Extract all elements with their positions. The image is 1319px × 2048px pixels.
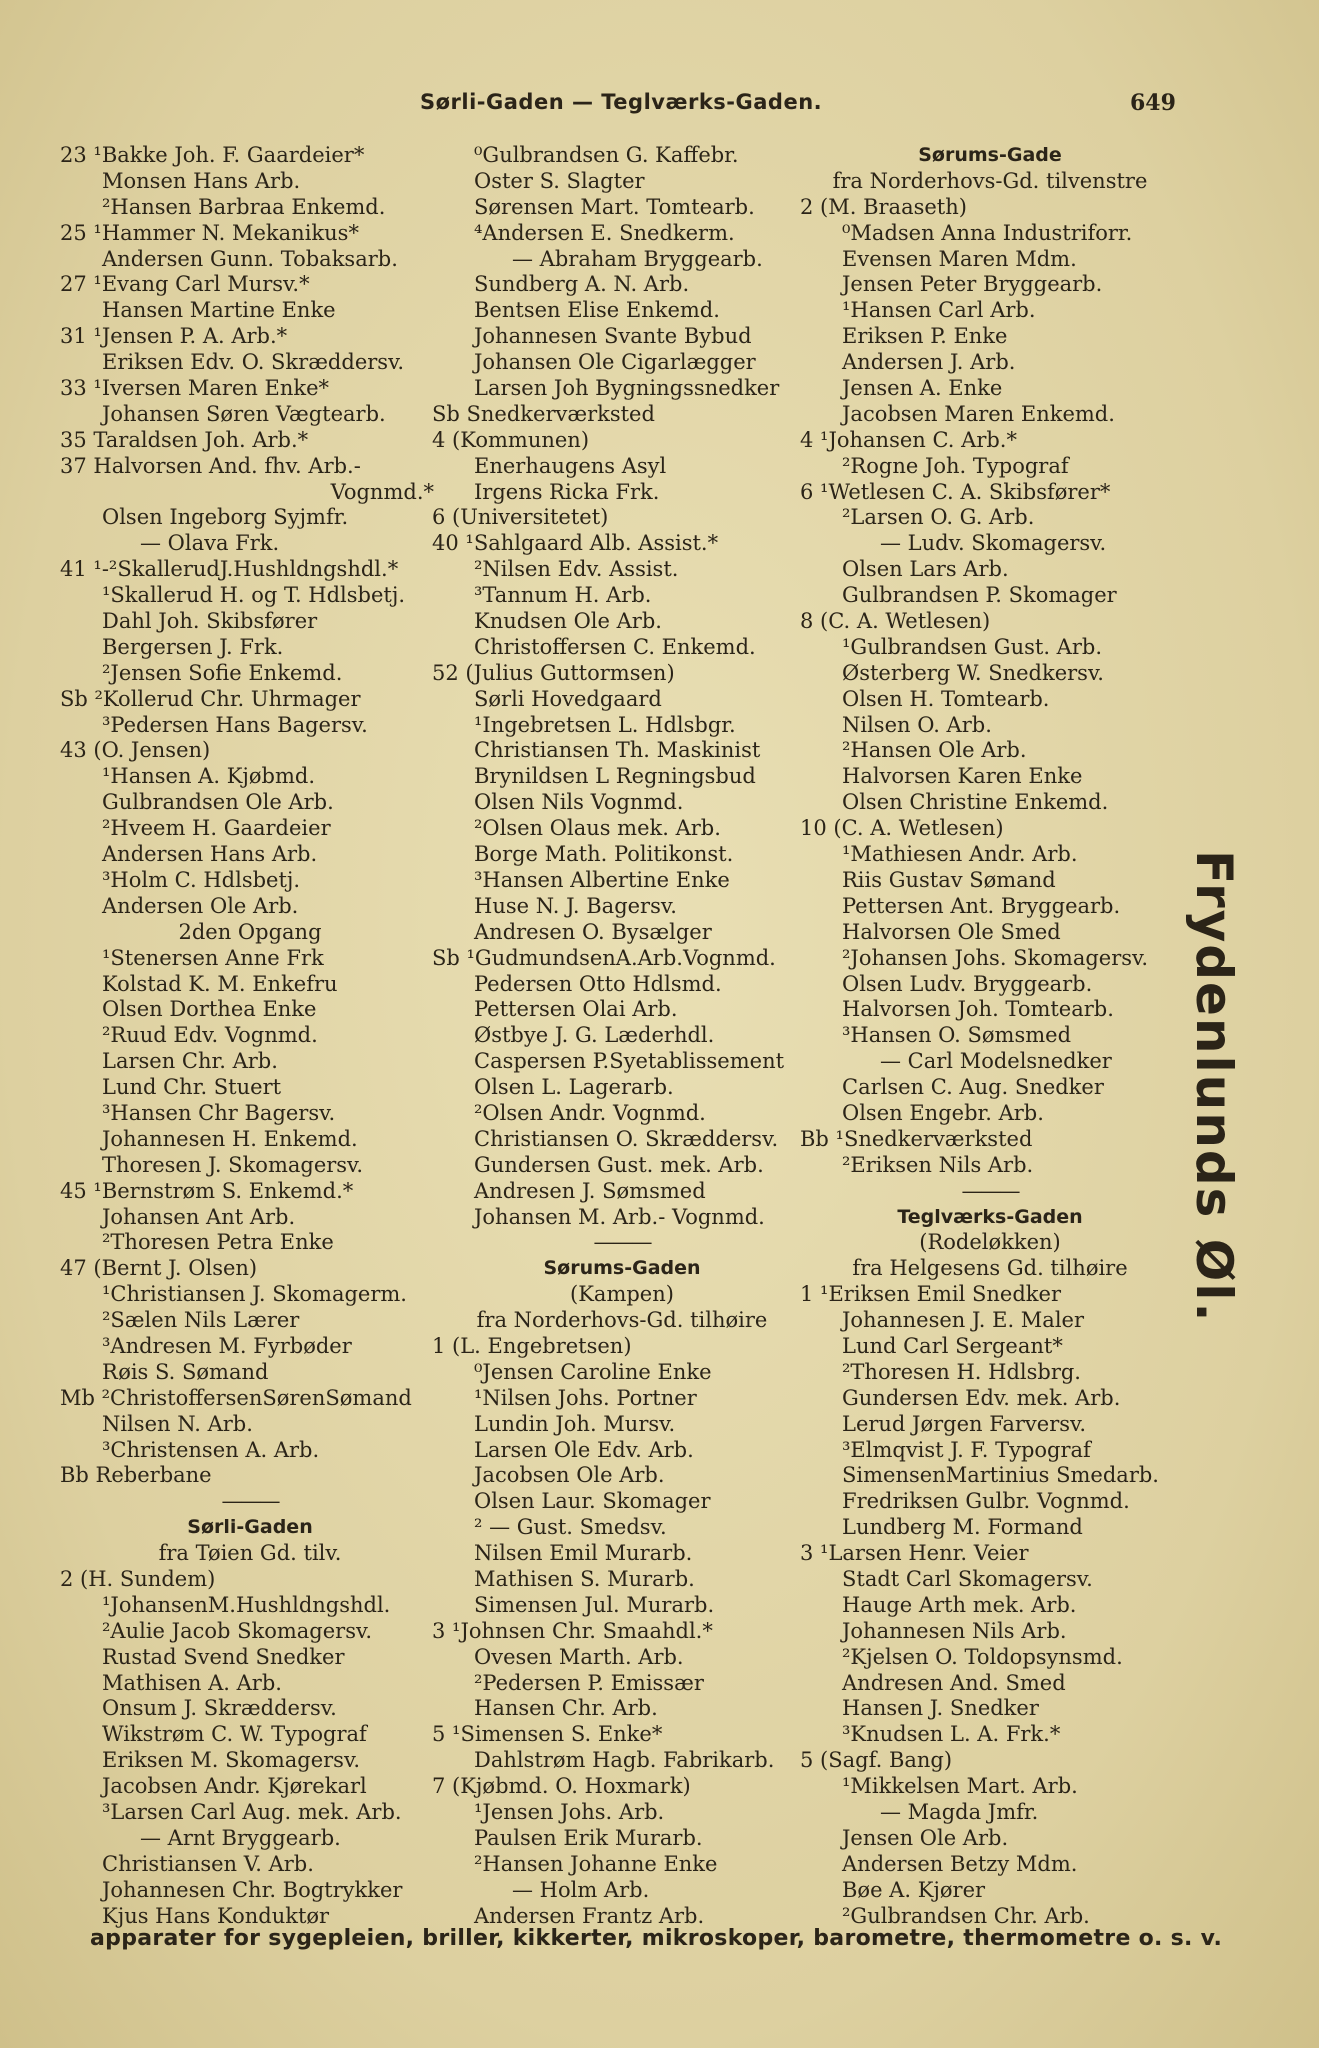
directory-line: Larsen Chr. Arb. [102, 1049, 278, 1074]
directory-line: Olsen Ingeborg Syjmfr. [102, 505, 349, 530]
directory-line: Rustad Svend Snedker [102, 1644, 345, 1669]
directory-line: Olsen Engebr. Arb. [842, 1100, 1044, 1125]
street-heading: Sørums-Gaden [543, 1257, 701, 1280]
directory-line: Irgens Ricka Frk. [474, 479, 660, 504]
footer-advertisement: apparater for sygepleien, briller, kikkerter, mikroskoper, barometre, thermometre o. s. v. [90, 1926, 1223, 1951]
directory-line: 37 Halvorsen And. fhv. Arb.- [60, 453, 361, 478]
directory-line: ¹JohansenM.Hushldngshdl. [102, 1592, 391, 1617]
directory-line: Pettersen Ant. Bryggearb. [842, 893, 1121, 918]
directory-line: Hansen Martine Enke [102, 298, 336, 323]
directory-line: Ovesen Marth. Arb. [474, 1644, 684, 1669]
directory-line: Andersen Betzy Mdm. [842, 1851, 1078, 1876]
directory-line: 4 ¹Johansen C. Arb.* [800, 427, 1017, 452]
directory-line: 7 (Kjøbmd. O. Hoxmark) [432, 1774, 691, 1799]
divider: ——— [593, 1230, 651, 1255]
divider: ——— [961, 1178, 1019, 1203]
directory-line: Andersen Frantz Arb. [474, 1903, 705, 1928]
directory-line: ³Hansen Albertine Enke [474, 867, 730, 892]
directory-line: ¹Nilsen Johs. Portner [474, 1385, 697, 1410]
directory-line: ²Thoresen Petra Enke [102, 1230, 334, 1255]
directory-line: Gundersen Gust. mek. Arb. [474, 1152, 764, 1177]
directory-line: Larsen Ole Edv. Arb. [474, 1437, 694, 1462]
directory-line: Nilsen O. Arb. [842, 712, 992, 737]
directory-line: 2den Opgang [178, 919, 322, 944]
directory-line: Knudsen Ole Arb. [474, 609, 662, 634]
directory-line: ²Sælen Nils Lærer [102, 1308, 300, 1333]
directory-line: Jacobsen Maren Enkemd. [842, 401, 1115, 426]
directory-line: Sb ²Kollerud Chr. Uhrmager [60, 686, 361, 711]
directory-line: ²Jensen Sofie Enkemd. [102, 660, 343, 685]
directory-line: Mb ²ChristoffersenSørenSømand [60, 1385, 412, 1410]
page-number: 649 [1130, 90, 1176, 116]
directory-line: Sb ¹GudmundsenA.Arb.Vognmd. [432, 945, 776, 970]
directory-line: 3 ¹Johnsen Chr. Smaahdl.* [432, 1618, 713, 1643]
directory-line: ³Hansen O. Sømsmed [842, 1023, 1072, 1048]
directory-line: 27 ¹Evang Carl Mursv.* [60, 272, 310, 297]
directory-line: Jensen Peter Bryggearb. [842, 272, 1103, 297]
directory-line: ³Christensen A. Arb. [102, 1437, 320, 1462]
directory-line: fra Helgesens Gd. tilhøire [852, 1256, 1128, 1281]
directory-line: Halvorsen Ole Smed [842, 919, 1061, 944]
directory-line: Jensen Ole Arb. [842, 1825, 1009, 1850]
directory-line: ²Thoresen H. Hdlsbrg. [842, 1359, 1081, 1384]
directory-line: (Rodeløkken) [919, 1230, 1061, 1255]
directory-line: ¹Skallerud H. og T. Hdlsbetj. [102, 583, 406, 608]
directory-line: Østerberg W. Snedkersv. [842, 660, 1104, 685]
directory-line: 6 ¹Wetlesen C. A. Skibsfører* [800, 479, 1111, 504]
directory-line: Sb Snedkerværksted [432, 401, 655, 426]
directory-line: Bentsen Elise Enkemd. [474, 298, 720, 323]
directory-line: ²Pedersen P. Emissær [474, 1670, 704, 1695]
directory-line: ¹Hansen Carl Arb. [842, 298, 1036, 323]
directory-line: 1 (L. Engebretsen) [432, 1333, 632, 1358]
directory-line: Monsen Hans Arb. [102, 168, 301, 193]
directory-line: ²Rogne Joh. Typograf [842, 453, 1069, 478]
directory-line: Thoresen J. Skomagersv. [102, 1152, 364, 1177]
directory-line: Johansen Søren Vægtearb. [102, 401, 386, 426]
directory-line: Eriksen Edv. O. Skræddersv. [102, 350, 405, 375]
directory-line: Andersen Hans Arb. [102, 842, 318, 867]
directory-line: 52 (Julius Guttormsen) [432, 660, 675, 685]
column-1 [60, 143, 440, 1929]
directory-line: Sørli Hovedgaard [474, 686, 662, 711]
directory-line: ¹Gulbrandsen Gust. Arb. [842, 634, 1102, 659]
directory-line: 43 (O. Jensen) [60, 738, 211, 763]
directory-line: Jacobsen Andr. Kjørekarl [102, 1774, 367, 1799]
directory-line: Hansen J. Snedker [842, 1696, 1039, 1721]
directory-line: Andersen J. Arb. [842, 350, 1016, 375]
directory-line: Eriksen M. Skomagersv. [102, 1748, 360, 1773]
directory-line: Dahl Joh. Skibsfører [102, 609, 318, 634]
directory-line: 45 ¹Bernstrøm S. Enkemd.* [60, 1178, 354, 1203]
column-2 [432, 143, 812, 1929]
directory-line: Andresen And. Smed [842, 1670, 1066, 1695]
directory-line: ² — Gust. Smedsv. [474, 1515, 667, 1540]
directory-line: ¹Jensen Johs. Arb. [474, 1800, 665, 1824]
directory-line: ³Tannum H. Arb. [474, 583, 652, 608]
directory-line: Christiansen V. Arb. [102, 1851, 314, 1876]
directory-line: Christoffersen C. Enkemd. [474, 634, 756, 659]
directory-line: ²Hansen Barbraa Enkemd. [102, 194, 386, 219]
directory-line: ²Aulie Jacob Skomagersv. [102, 1618, 373, 1643]
directory-line: (Kampen) [570, 1282, 674, 1307]
directory-line: ²Eriksen Nils Arb. [842, 1152, 1034, 1177]
directory-line: Dahlstrøm Hagb. Fabrikarb. [474, 1748, 775, 1773]
directory-line: ²Olsen Olaus mek. Arb. [474, 816, 721, 841]
directory-line: Olsen Lars Arb. [842, 557, 1009, 582]
directory-line: ¹Ingebretsen L. Hdlsbgr. [474, 712, 736, 737]
directory-line: Eriksen P. Enke [842, 324, 1008, 349]
directory-line: 3 ¹Larsen Henr. Veier [800, 1541, 1029, 1566]
directory-line: ²Gulbrandsen Chr. Arb. [842, 1903, 1090, 1928]
directory-line: Lundin Joh. Mursv. [474, 1411, 676, 1436]
directory-line: Sundberg A. N. Arb. [474, 272, 690, 297]
directory-line: Røis S. Sømand [102, 1359, 269, 1384]
directory-line: ²Johansen Johs. Skomagersv. [842, 945, 1149, 970]
directory-line: 31 ¹Jensen P. A. Arb.* [60, 324, 288, 349]
directory-line: ²Larsen O. G. Arb. [842, 505, 1035, 530]
directory-line: 41 ¹-²SkallerudJ.Hushldngshdl.* [60, 557, 399, 582]
directory-line: Hansen Chr. Arb. [474, 1696, 658, 1721]
directory-line: Andresen J. Sømsmed [474, 1178, 706, 1203]
directory-line: ³Larsen Carl Aug. mek. Arb. [102, 1800, 402, 1824]
directory-line: ⁰Jensen Caroline Enke [474, 1359, 712, 1384]
directory-line: Jacobsen Ole Arb. [474, 1463, 665, 1488]
directory-line: Evensen Maren Mdm. [842, 246, 1077, 271]
directory-line: Johansen Ant Arb. [102, 1204, 296, 1229]
directory-line: — Arnt Bryggearb. [140, 1825, 341, 1850]
directory-line: Pettersen Olai Arb. [474, 997, 678, 1022]
directory-line: Olsen Dorthea Enke [102, 997, 317, 1022]
directory-line: Brynildsen L Regningsbud [474, 764, 756, 789]
directory-line: Andersen Gunn. Tobaksarb. [102, 246, 398, 271]
directory-line: Mathisen A. Arb. [102, 1670, 282, 1695]
directory-line: — Holm Arb. [512, 1877, 650, 1902]
directory-line: Bb ¹Snedkerværksted [800, 1126, 1033, 1151]
directory-line: Olsen Nils Vognmd. [474, 790, 684, 815]
directory-line: Paulsen Erik Murarb. [474, 1825, 703, 1850]
directory-line: 6 (Universitetet) [432, 505, 609, 530]
directory-line: Johannesen Chr. Bogtrykker [102, 1877, 403, 1902]
directory-line: Christiansen Th. Maskinist [474, 738, 761, 763]
directory-line: Onsum J. Skræddersv. [102, 1696, 337, 1721]
directory-line: ¹Hansen A. Kjøbmd. [102, 764, 316, 789]
directory-line: ³Holm C. Hdlsbetj. [102, 867, 301, 892]
directory-line: Johannesen J. E. Maler [842, 1308, 1085, 1333]
directory-line: Johannesen Nils Arb. [842, 1618, 1067, 1643]
street-heading: Sørums-Gade [918, 144, 1062, 166]
directory-line: ¹Christiansen J. Skomagerm. [102, 1282, 407, 1307]
directory-line: — Magda Jmfr. [880, 1800, 1039, 1824]
directory-line: Borge Math. Politikonst. [474, 842, 734, 867]
directory-line: fra Norderhovs-Gd. tilvenstre [832, 168, 1148, 193]
directory-line: Olsen L. Lagerarb. [474, 1075, 674, 1100]
directory-line: Enerhaugens Asyl [474, 453, 667, 478]
directory-line: Lund Chr. Stuert [102, 1075, 282, 1100]
directory-line: ³Hansen Chr Bagersv. [102, 1100, 336, 1125]
directory-line: Jensen A. Enke [842, 376, 1003, 401]
directory-line: Johansen Ole Cigarlægger [474, 350, 756, 375]
directory-line: Lerud Jørgen Farversv. [842, 1411, 1087, 1436]
directory-line: Gundersen Edv. mek. Arb. [842, 1385, 1121, 1410]
directory-line: ³Pedersen Hans Bagersv. [102, 712, 368, 737]
directory-line: Wikstrøm C. W. Typograf [102, 1722, 367, 1747]
directory-line: Caspersen P.Syetablissement [474, 1049, 785, 1074]
directory-line: ³Elmqvist J. F. Typograf [842, 1437, 1091, 1462]
directory-line: Carlsen C. Aug. Snedker [842, 1075, 1104, 1100]
directory-line: Lund Carl Sergeant* [842, 1333, 1063, 1358]
directory-line: Mathisen S. Murarb. [474, 1566, 695, 1591]
directory-line: 1 ¹Eriksen Emil Snedker [800, 1282, 1061, 1307]
directory-line: Bergersen J. Frk. [102, 634, 284, 659]
directory-line: 25 ¹Hammer N. Mekanikus* [60, 220, 359, 245]
directory-line: ¹Mikkelsen Mart. Arb. [842, 1774, 1078, 1799]
directory-line: — Abraham Bryggearb. [512, 246, 763, 271]
directory-line: Oster S. Slagter [474, 168, 645, 193]
directory-line: Hauge Arth mek. Arb. [842, 1592, 1077, 1617]
directory-line: Bb Reberbane [60, 1463, 212, 1488]
directory-line: Johannesen H. Enkemd. [102, 1126, 358, 1151]
directory-line: 40 ¹Sahlgaard Alb. Assist.* [432, 531, 719, 556]
directory-line: Stadt Carl Skomagersv. [842, 1566, 1093, 1591]
directory-line: — Carl Modelsnedker [880, 1049, 1112, 1074]
directory-line: Bøe A. Kjører [842, 1877, 986, 1902]
directory-line: Huse N. J. Bagersv. [474, 893, 677, 918]
directory-line: 2 (H. Sundem) [60, 1566, 216, 1591]
column-3 [800, 143, 1180, 1929]
page-title: Sørli-Gaden — Teglværks-Gaden. [420, 90, 823, 114]
directory-line: 10 (C. A. Wetlesen) [800, 816, 1004, 841]
directory-line: ²Ruud Edv. Vognmd. [102, 1023, 318, 1048]
directory-line: 33 ¹Iversen Maren Enke* [60, 376, 330, 401]
divider: ——— [221, 1489, 279, 1514]
side-advertisement: Frydenlunds Øl. [1185, 850, 1243, 1324]
directory-line: SimensenMartinius Smedarb. [842, 1463, 1159, 1488]
directory-line: Riis Gustav Sømand [842, 867, 1056, 892]
directory-line: Nilsen Emil Murarb. [474, 1541, 693, 1566]
directory-line: 4 (Kommunen) [432, 427, 590, 452]
directory-line: ³Andresen M. Fyrbøder [102, 1333, 352, 1358]
directory-line: ²Olsen Andr. Vognmd. [474, 1100, 706, 1125]
directory-line: Lundberg M. Formand [842, 1515, 1083, 1540]
directory-line: ²Hansen Johanne Enke [474, 1851, 718, 1876]
directory-line: Kolstad K. M. Enkefru [102, 971, 338, 996]
directory-line: Pedersen Otto Hdlsmd. [474, 971, 722, 996]
directory-line: Andersen Ole Arb. [102, 893, 299, 918]
directory-line: ¹Mathiesen Andr. Arb. [842, 842, 1078, 867]
directory-line: Johannesen Svante Bybud [474, 324, 752, 349]
directory-line: Olsen Christine Enkemd. [842, 790, 1109, 815]
directory-line: 5 (Sagf. Bang) [800, 1748, 953, 1773]
directory-line: Olsen H. Tomtearb. [842, 686, 1050, 711]
directory-line: Andresen O. Bysælger [474, 919, 712, 944]
directory-line: ²Kjelsen O. Toldopsynsmd. [842, 1644, 1123, 1669]
directory-line: Simensen Jul. Murarb. [474, 1592, 715, 1617]
directory-line: Larsen Joh Bygningssnedker [474, 376, 780, 401]
directory-line: fra Norderhovs-Gd. tilhøire [476, 1308, 768, 1333]
directory-line: 47 (Bernt J. Olsen) [60, 1256, 258, 1281]
street-heading: Sørli-Gaden [187, 1516, 313, 1539]
directory-line: Johansen M. Arb.- Vognmd. [474, 1204, 765, 1229]
directory-line: ³Knudsen L. A. Frk.* [842, 1722, 1061, 1747]
directory-line: ¹Stenersen Anne Frk [102, 945, 324, 970]
directory-line: ²Hveem H. Gaardeier [102, 816, 331, 841]
directory-line: 35 Taraldsen Joh. Arb.* [60, 427, 309, 452]
directory-line: Christiansen O. Skræddersv. [474, 1126, 779, 1151]
directory-line: — Olava Frk. [140, 531, 280, 556]
directory-line: ⁰Madsen Anna Industriforr. [842, 220, 1133, 245]
directory-line: Vognmd.* [330, 479, 434, 504]
directory-line: Fredriksen Gulbr. Vognmd. [842, 1489, 1130, 1514]
page-header [0, 90, 1319, 130]
directory-line: fra Tøien Gd. tilv. [158, 1541, 342, 1566]
directory-line: Kjus Hans Konduktør [102, 1903, 330, 1928]
directory-line: Østbye J. G. Læderhdl. [474, 1023, 715, 1048]
directory-line: Halvorsen Karen Enke [842, 764, 1083, 789]
directory-line: 23 ¹Bakke Joh. F. Gaardeier* [60, 143, 365, 167]
directory-line: Olsen Ludv. Bryggearb. [842, 971, 1093, 996]
directory-line: Gulbrandsen P. Skomager [842, 583, 1117, 608]
directory-line: Olsen Laur. Skomager [474, 1489, 711, 1514]
directory-line: Sørensen Mart. Tomtearb. [474, 194, 755, 219]
directory-line: 2 (M. Braaseth) [800, 194, 967, 219]
directory-line: ²Hansen Ole Arb. [842, 738, 1027, 763]
directory-line: 5 ¹Simensen S. Enke* [432, 1722, 663, 1747]
directory-line: Nilsen N. Arb. [102, 1411, 253, 1436]
directory-line: 8 (C. A. Wetlesen) [800, 609, 991, 634]
directory-line: Gulbrandsen Ole Arb. [102, 790, 334, 815]
directory-line: Halvorsen Joh. Tomtearb. [842, 997, 1114, 1022]
directory-line: — Ludv. Skomagersv. [880, 531, 1107, 556]
directory-line: ⁰Gulbrandsen G. Kaffebr. [474, 143, 739, 167]
directory-line: ²Nilsen Edv. Assist. [474, 557, 679, 582]
directory-line: ⁴Andersen E. Snedkerm. [474, 220, 735, 245]
street-heading: Teglværks-Gaden [897, 1205, 1083, 1228]
